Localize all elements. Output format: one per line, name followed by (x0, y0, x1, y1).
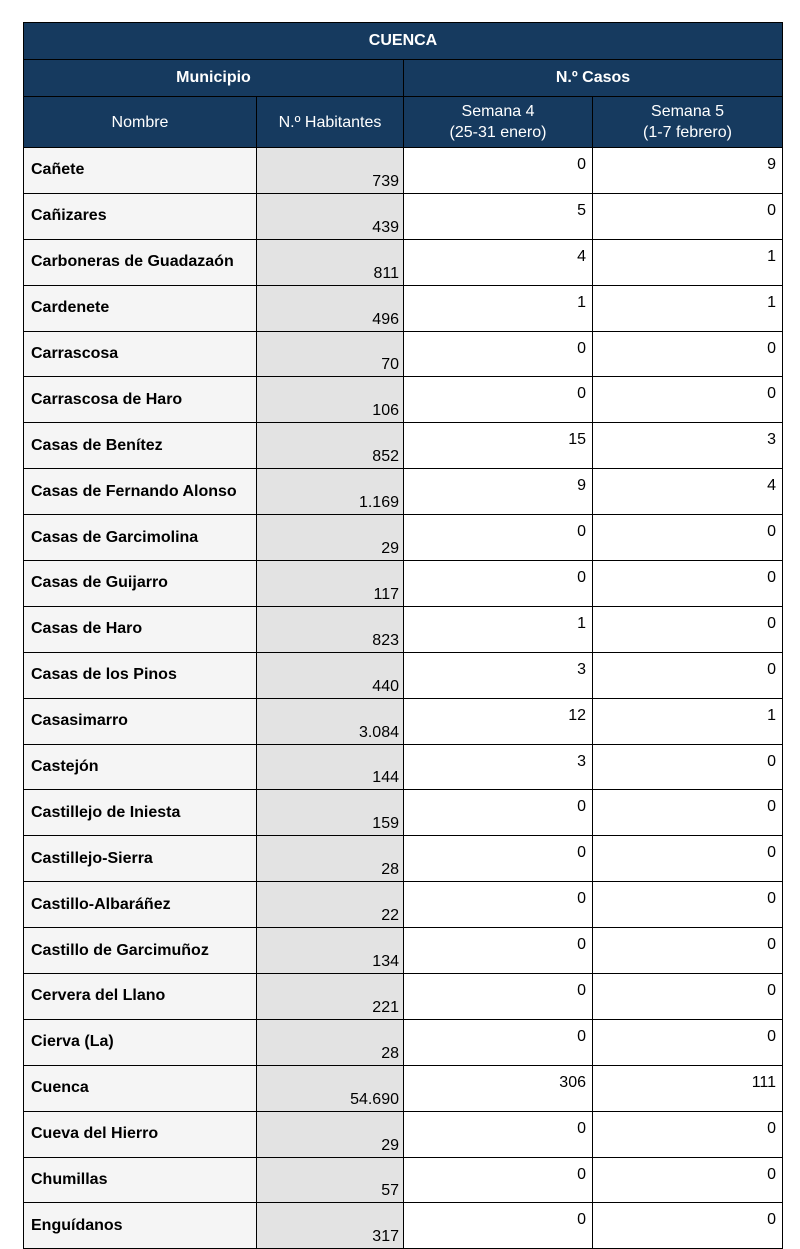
cell-nombre: Carrascosa (24, 331, 257, 377)
column-header-semana5 (593, 97, 783, 148)
group-header-casos: N.º Casos (404, 60, 783, 97)
cell-habitantes: 57 (257, 1157, 404, 1203)
table-row (24, 1203, 783, 1249)
cell-nombre: Cañete (24, 148, 257, 194)
cell-habitantes: 440 (257, 652, 404, 698)
cell-semana5: 0 (593, 744, 783, 790)
table-title: CUENCA (24, 23, 783, 60)
cell-semana5: 0 (593, 882, 783, 928)
cell-nombre: Cierva (La) (24, 1019, 257, 1065)
table-row (24, 561, 783, 607)
cell-semana4: 0 (404, 882, 593, 928)
table-row (24, 193, 783, 239)
cell-nombre: Enguídanos (24, 1203, 257, 1249)
table-header (24, 23, 783, 148)
cell-nombre: Chumillas (24, 1157, 257, 1203)
table-row (24, 285, 783, 331)
cell-semana4: 1 (404, 285, 593, 331)
table-row (24, 606, 783, 652)
cell-semana4: 0 (404, 515, 593, 561)
cell-semana5: 1 (593, 239, 783, 285)
cell-nombre: Castejón (24, 744, 257, 790)
cell-semana4: 0 (404, 836, 593, 882)
cell-semana5: 0 (593, 974, 783, 1020)
table-row (24, 1157, 783, 1203)
table-row (24, 469, 783, 515)
table-body (24, 148, 783, 1249)
cell-habitantes: 852 (257, 423, 404, 469)
cell-semana5: 0 (593, 193, 783, 239)
table-row (24, 928, 783, 974)
cell-semana5: 9 (593, 148, 783, 194)
cell-nombre: Casas de Benítez (24, 423, 257, 469)
cell-habitantes: 117 (257, 561, 404, 607)
cell-semana5: 0 (593, 1019, 783, 1065)
cell-semana4: 12 (404, 698, 593, 744)
cell-nombre: Cardenete (24, 285, 257, 331)
cell-semana5: 0 (593, 652, 783, 698)
cell-semana4: 9 (404, 469, 593, 515)
cell-semana4: 0 (404, 1157, 593, 1203)
cell-nombre: Casas de los Pinos (24, 652, 257, 698)
cell-semana4: 0 (404, 974, 593, 1020)
cell-semana5: 0 (593, 377, 783, 423)
table-row (24, 882, 783, 928)
cell-semana5: 1 (593, 698, 783, 744)
semana5-range: (1-7 febrero) (643, 124, 732, 141)
cell-semana5: 4 (593, 469, 783, 515)
semana4-label: Semana 4 (461, 103, 535, 120)
table-row (24, 836, 783, 882)
cell-nombre: Castillo de Garcimuñoz (24, 928, 257, 974)
cell-semana5: 0 (593, 515, 783, 561)
cell-semana5: 0 (593, 928, 783, 974)
cell-nombre: Casas de Haro (24, 606, 257, 652)
table-row (24, 377, 783, 423)
cell-semana4: 0 (404, 148, 593, 194)
cell-semana5: 0 (593, 561, 783, 607)
column-header-semana4 (404, 97, 593, 148)
cell-habitantes: 159 (257, 790, 404, 836)
cell-nombre: Casas de Fernando Alonso (24, 469, 257, 515)
cell-habitantes: 144 (257, 744, 404, 790)
cell-habitantes: 134 (257, 928, 404, 974)
cell-habitantes: 439 (257, 193, 404, 239)
cell-semana4: 15 (404, 423, 593, 469)
cell-semana5: 0 (593, 331, 783, 377)
cell-habitantes: 1.169 (257, 469, 404, 515)
cell-habitantes: 29 (257, 1111, 404, 1157)
cases-table (23, 22, 783, 1249)
cell-habitantes: 54.690 (257, 1065, 404, 1111)
semana4-range: (25-31 enero) (449, 124, 547, 141)
cell-habitantes: 317 (257, 1203, 404, 1249)
cell-habitantes: 221 (257, 974, 404, 1020)
table-row (24, 1019, 783, 1065)
cell-semana5: 0 (593, 1111, 783, 1157)
cell-semana5: 0 (593, 1157, 783, 1203)
cell-semana5: 0 (593, 790, 783, 836)
cell-nombre: Casas de Garcimolina (24, 515, 257, 561)
table-row (24, 423, 783, 469)
cell-habitantes: 22 (257, 882, 404, 928)
cell-nombre: Casas de Guijarro (24, 561, 257, 607)
group-header-row (24, 60, 783, 97)
table-row (24, 1065, 783, 1111)
table-row (24, 1111, 783, 1157)
cell-habitantes: 70 (257, 331, 404, 377)
column-header-habitantes: N.º Habitantes (257, 97, 404, 148)
cell-semana5: 0 (593, 606, 783, 652)
cell-semana4: 5 (404, 193, 593, 239)
cell-semana5: 3 (593, 423, 783, 469)
cell-semana4: 0 (404, 790, 593, 836)
table-row (24, 698, 783, 744)
table-row (24, 515, 783, 561)
cell-semana5: 0 (593, 836, 783, 882)
table-row (24, 790, 783, 836)
cell-semana4: 4 (404, 239, 593, 285)
title-row (24, 23, 783, 60)
cell-habitantes: 106 (257, 377, 404, 423)
table-row (24, 239, 783, 285)
cell-nombre: Castillejo de Iniesta (24, 790, 257, 836)
cell-nombre: Carrascosa de Haro (24, 377, 257, 423)
column-header-nombre: Nombre (24, 97, 257, 148)
cell-semana4: 0 (404, 377, 593, 423)
cell-semana4: 0 (404, 331, 593, 377)
cell-semana4: 1 (404, 606, 593, 652)
cell-semana4: 0 (404, 1203, 593, 1249)
cell-semana4: 3 (404, 744, 593, 790)
cell-nombre: Castillo-Albaráñez (24, 882, 257, 928)
table-row (24, 652, 783, 698)
cell-nombre: Casasimarro (24, 698, 257, 744)
cell-semana4: 0 (404, 1019, 593, 1065)
cell-habitantes: 496 (257, 285, 404, 331)
table-row (24, 744, 783, 790)
cell-semana5: 1 (593, 285, 783, 331)
cell-semana4: 0 (404, 928, 593, 974)
cell-nombre: Cañizares (24, 193, 257, 239)
cell-semana4: 306 (404, 1065, 593, 1111)
cell-habitantes: 811 (257, 239, 404, 285)
cell-nombre: Castillejo-Sierra (24, 836, 257, 882)
cell-semana4: 0 (404, 561, 593, 607)
column-header-row (24, 97, 783, 148)
semana5-label: Semana 5 (651, 103, 724, 120)
cell-semana5: 0 (593, 1203, 783, 1249)
cell-habitantes: 28 (257, 836, 404, 882)
table-row (24, 148, 783, 194)
cell-nombre: Cervera del Llano (24, 974, 257, 1020)
cell-habitantes: 28 (257, 1019, 404, 1065)
cell-habitantes: 739 (257, 148, 404, 194)
cell-nombre: Cuenca (24, 1065, 257, 1111)
cell-habitantes: 3.084 (257, 698, 404, 744)
group-header-municipio: Municipio (24, 60, 404, 97)
table-row (24, 331, 783, 377)
cell-semana5: 111 (593, 1065, 783, 1111)
cell-habitantes: 29 (257, 515, 404, 561)
cell-nombre: Carboneras de Guadazaón (24, 239, 257, 285)
cell-nombre: Cueva del Hierro (24, 1111, 257, 1157)
cell-semana4: 0 (404, 1111, 593, 1157)
cell-semana4: 3 (404, 652, 593, 698)
cell-habitantes: 823 (257, 606, 404, 652)
table-row (24, 974, 783, 1020)
